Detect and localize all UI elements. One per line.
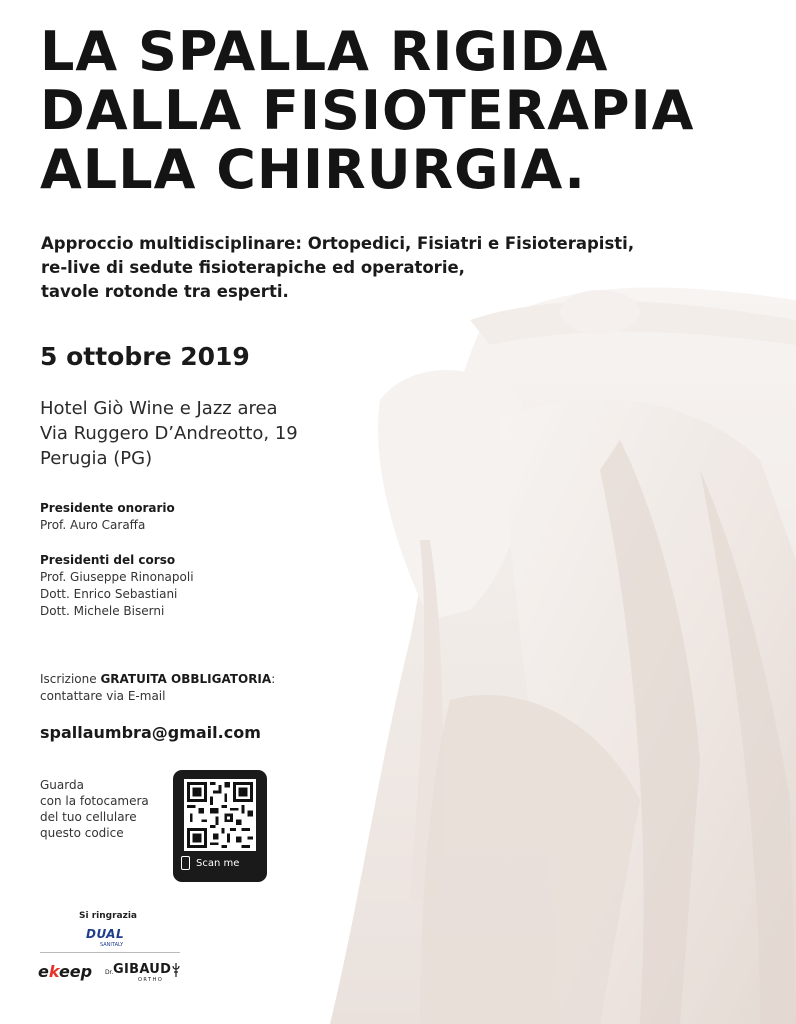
course-president-name: Dott. Enrico Sebastiani: [40, 587, 178, 601]
qr-code-card[interactable]: [173, 770, 267, 882]
event-venue: [40, 396, 298, 471]
honorary-president-block: [40, 500, 175, 534]
qr-instructions: [40, 777, 149, 841]
course-president-name: Prof. Giuseppe Rinonapoli: [40, 570, 194, 584]
registration-prefix: Iscrizione: [40, 672, 101, 686]
venue-address: Via Ruggero D’Andreotto, 19: [40, 423, 298, 444]
gibaud-logo: GIBAUD: [113, 962, 172, 977]
ekeep-logo-k: k: [48, 962, 59, 981]
qr-instruction-line: Guarda: [40, 778, 84, 792]
gibaud-logo-subtitle: ORTHO: [138, 977, 164, 983]
qr-instruction-line: questo codice: [40, 826, 124, 840]
subtitle-line-2: re-live di sedute fisioterapiche ed operatorie,: [41, 258, 465, 277]
ekeep-logo-e: e: [38, 962, 49, 981]
registration-contact-line: contattare via E-mail: [40, 689, 166, 703]
scan-me-label: Scan me: [196, 857, 240, 869]
registration-emphasis: GRATUITA OBBLIGATORIA: [100, 672, 272, 686]
title-line-1: LA SPALLA RIGIDA: [40, 20, 609, 83]
subtitle-line-1: Approccio multidisciplinare: Ortopedici, Fisiatri e Fisioterapisti,: [41, 234, 635, 253]
qr-instruction-line: del tuo cellulare: [40, 810, 137, 824]
title-line-3: ALLA CHIRURGIA.: [40, 138, 586, 201]
title-line-2: DALLA FISIOTERAPIA: [40, 79, 695, 142]
honorary-president-name: Prof. Auro Caraffa: [40, 518, 146, 532]
venue-name: Hotel Giò Wine e Jazz area: [40, 398, 278, 419]
subtitle-line-3: tavole rotonde tra esperti.: [41, 282, 289, 301]
course-president-name: Dott. Michele Biserni: [40, 604, 165, 618]
registration-suffix: :: [271, 672, 276, 686]
course-presidents-heading: Presidenti del corso: [40, 553, 176, 567]
venue-city: Perugia (PG): [40, 448, 153, 469]
qr-instruction-line: con la fotocamera: [40, 794, 149, 808]
qr-footer: [181, 856, 239, 870]
poster-subtitle: [41, 232, 634, 304]
qr-code[interactable]: [184, 779, 256, 851]
course-presidents-block: [40, 552, 194, 620]
dual-logo-subtitle: SANITALY: [100, 942, 124, 948]
poster-title: [40, 22, 694, 199]
contact-email[interactable]: spallaumbra@gmail.com: [40, 723, 261, 742]
phone-icon: [181, 856, 190, 870]
event-date: 5 ottobre 2019: [40, 342, 250, 371]
honorary-president-heading: Presidente onorario: [40, 501, 175, 515]
sponsors-thanks: Si ringrazia: [79, 911, 137, 921]
dual-logo: DUAL: [86, 927, 125, 941]
gibaud-emblem-icon: [172, 963, 180, 977]
registration-info: [40, 671, 275, 705]
sponsor-divider: [40, 952, 180, 953]
ekeep-logo-rest: eep: [58, 962, 93, 981]
gibaud-logo-prefix: Dr.: [105, 969, 114, 976]
ekeep-logo: [38, 962, 92, 981]
